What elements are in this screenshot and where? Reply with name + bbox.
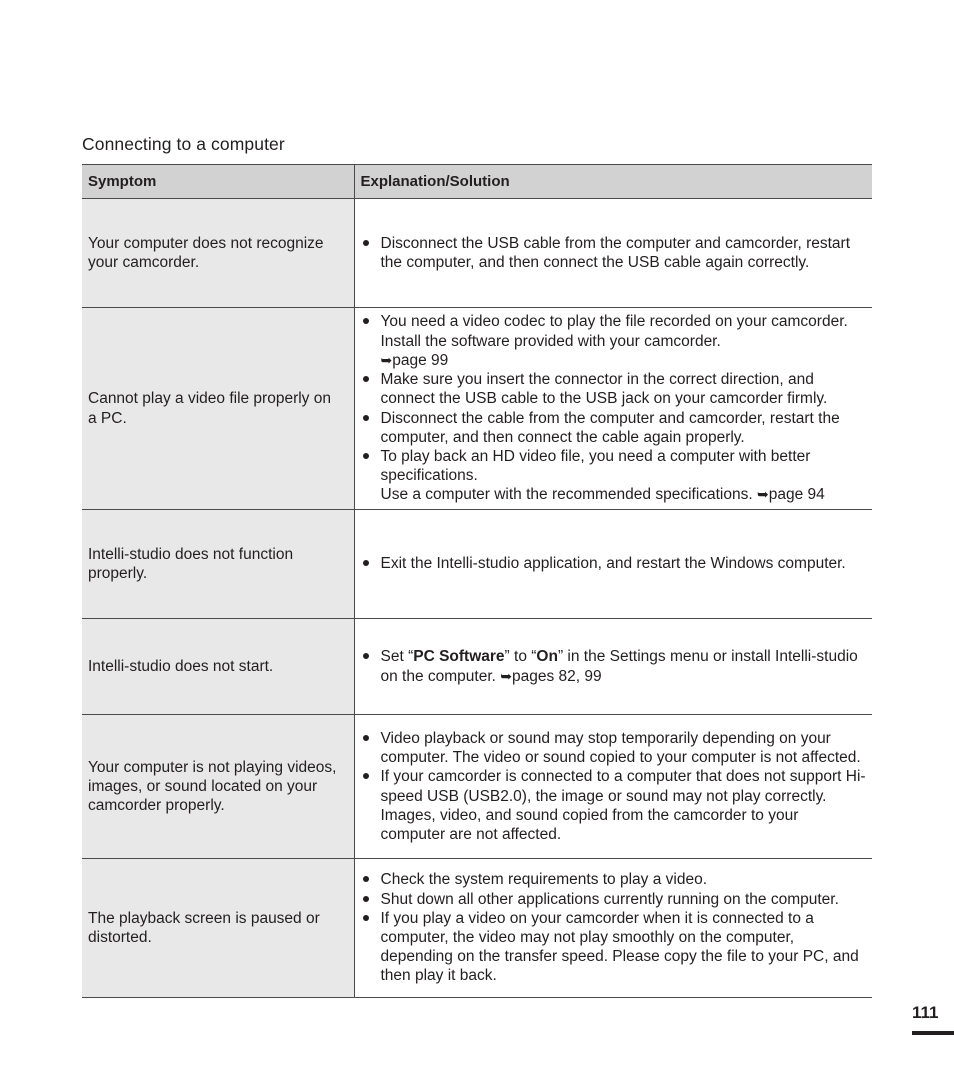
solution-item: If your camcorder is connected to a computer that does not support Hi-speed USB (USB2.0), the image or sound may not play correctly. Images, video, and sound copied from the camcorder to your computer are not affected. — [362, 767, 867, 844]
table-row — [82, 619, 872, 715]
solution-list — [362, 870, 867, 985]
solution-list — [362, 234, 867, 272]
table-row — [82, 510, 872, 619]
menu-option-value: On — [536, 648, 558, 666]
page-ref: page 99 — [392, 351, 449, 369]
solution-cell — [354, 308, 872, 510]
symptom-cell: Intelli-studio does not function properly. — [82, 510, 354, 619]
solution-item: Exit the Intelli-studio application, and restart the Windows computer. — [362, 554, 867, 573]
header-symptom: Symptom — [82, 165, 354, 199]
page-number: 111 — [912, 1003, 939, 1022]
table-row — [82, 308, 872, 510]
symptom-cell: Intelli-studio does not start. — [82, 619, 354, 715]
symptom-cell: Cannot play a video file properly on a PC. — [82, 308, 354, 510]
page-ref-arrow-icon: ➥ — [500, 667, 513, 684]
page-ref: page 94 — [768, 486, 825, 504]
solution-cell — [354, 510, 872, 619]
solution-item: You need a video codec to play the file recorded on your camcorder. Install the software provided with your camcorder. ➥page 99 — [362, 312, 867, 370]
symptom-cell: Your computer is not playing videos, images, or sound located on your camcorder properly. — [82, 715, 354, 859]
solution-item: Shut down all other applications currently running on the computer. — [362, 890, 867, 909]
table-row — [82, 859, 872, 998]
symptom-cell: Your computer does not recognize your camcorder. — [82, 199, 354, 308]
solution-list — [362, 554, 867, 573]
solution-cell — [354, 715, 872, 859]
table-header-row — [82, 165, 872, 199]
solution-item: To play back an HD video file, you need a computer with better specifications. Use a computer with the recommended specifications. ➥page 94 — [362, 447, 867, 505]
solution-item: If you play a video on your camcorder when it is connected to a computer, the video may not play smoothly on the computer, depending on the transfer speed. Please copy the file to your PC, and then play it back. — [362, 909, 867, 986]
solution-item: Video playback or sound may stop temporarily depending on your computer. The video or sound copied to your computer is not affected. — [362, 729, 867, 767]
solution-item: Set “PC Software” to “On” in the Settings menu or install Intelli-studio on the computer. ➥pages 82, 99 — [362, 647, 867, 685]
table-row — [82, 199, 872, 308]
page-ref-arrow-icon: ➥ — [380, 351, 393, 368]
solution-item: Make sure you insert the connector in the correct direction, and connect the USB cable to the USB jack on your camcorder firmly. — [362, 370, 867, 408]
page-number-underline — [912, 1031, 954, 1035]
page-ref-arrow-icon: ➥ — [757, 486, 769, 503]
solution-item: Disconnect the cable from the computer and camcorder, restart the computer, and then connect the cable again properly. — [362, 409, 867, 447]
troubleshooting-table — [82, 164, 872, 998]
solution-item: Disconnect the USB cable from the computer and camcorder, restart the computer, and then connect the USB cable again correctly. — [362, 234, 867, 272]
solution-list — [362, 312, 867, 504]
section-title: Connecting to a computer — [82, 134, 285, 154]
solution-list — [362, 729, 867, 844]
solution-cell — [354, 199, 872, 308]
solution-list — [362, 647, 867, 685]
symptom-cell: The playback screen is paused or distorted. — [82, 859, 354, 998]
page-ref: pages 82, 99 — [512, 667, 602, 685]
solution-cell — [354, 619, 872, 715]
solution-cell — [354, 859, 872, 998]
table-row — [82, 715, 872, 859]
header-solution: Explanation/Solution — [354, 165, 872, 199]
solution-item: Check the system requirements to play a video. — [362, 870, 867, 889]
menu-option-name: PC Software — [413, 648, 505, 666]
